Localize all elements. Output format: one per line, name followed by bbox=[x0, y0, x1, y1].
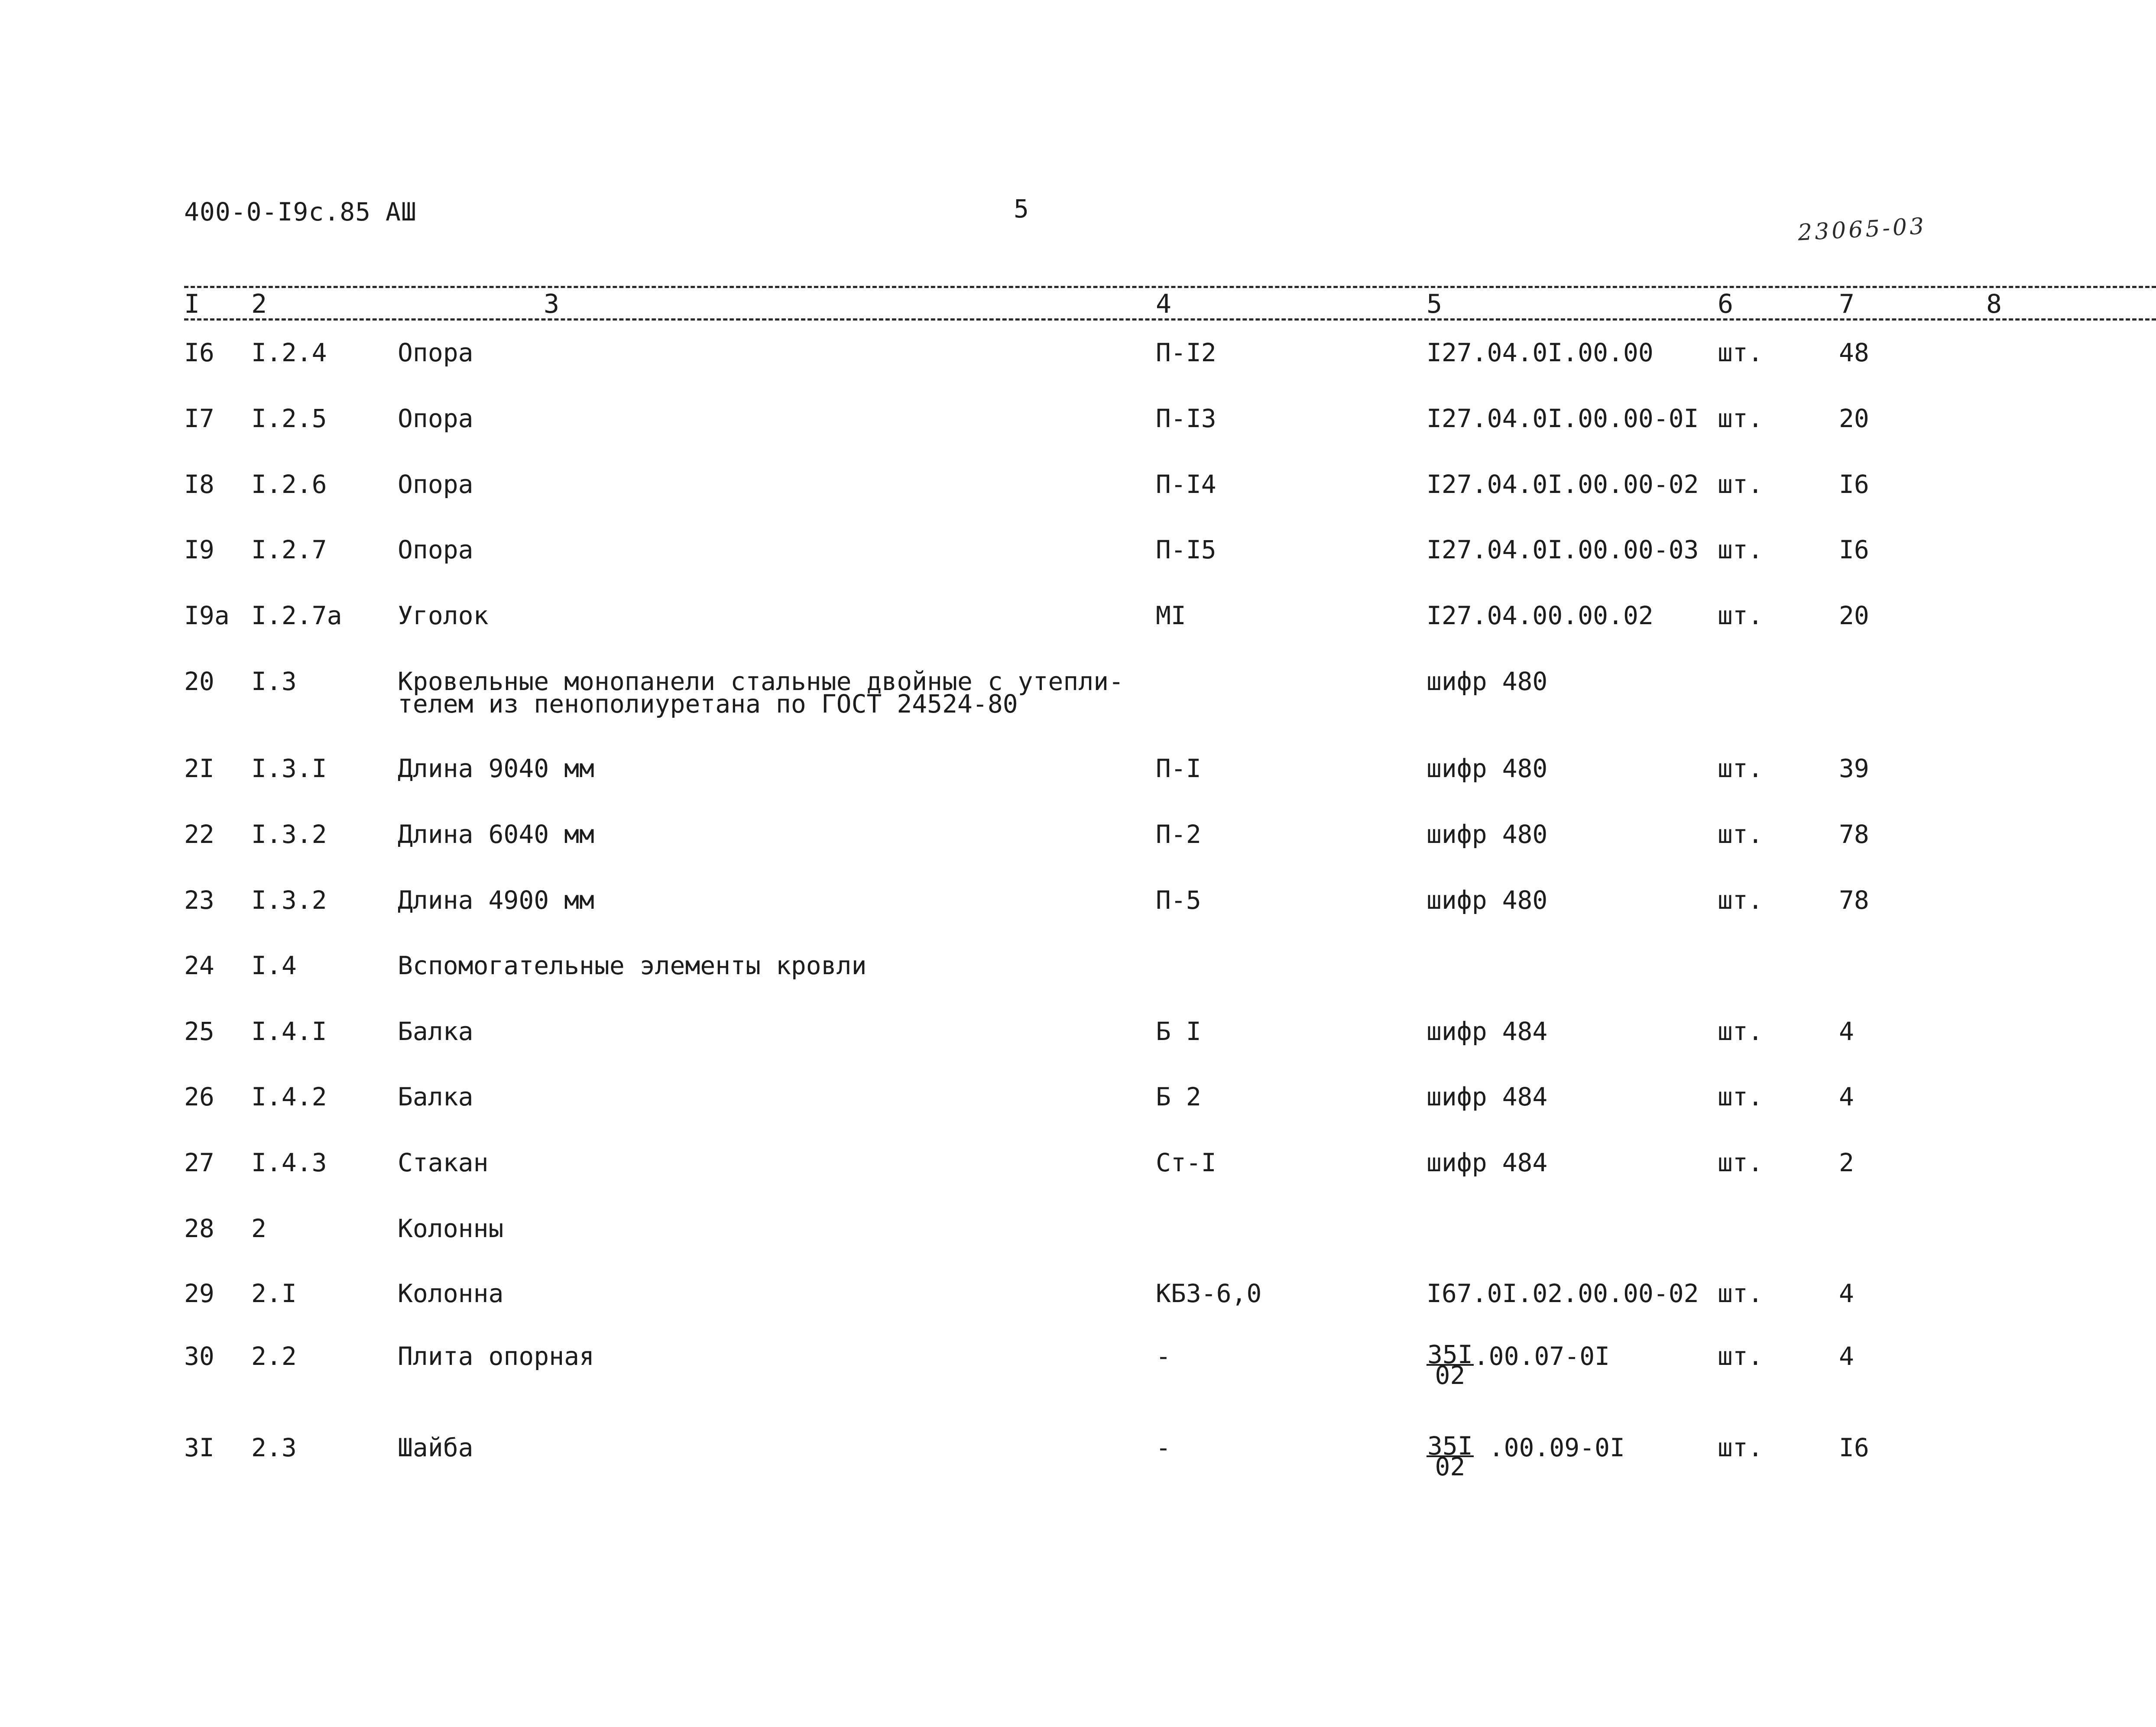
item-mark: Ст-I bbox=[1156, 1148, 1216, 1177]
item-name: Колонны bbox=[398, 1214, 504, 1243]
handwritten-archive-number: 23065-03 bbox=[1797, 213, 1927, 246]
table-header-top-rule bbox=[184, 286, 2156, 288]
item-designation: I27.04.0I.00.00 bbox=[1427, 338, 1653, 367]
designation-suffix: .00.07-0I bbox=[1473, 1341, 1610, 1371]
position-code: I.2.7а bbox=[251, 601, 342, 630]
item-quantity: I6 bbox=[1839, 535, 1869, 564]
item-mark: П-I3 bbox=[1156, 404, 1216, 433]
item-designation: I27.04.0I.00.00-03 bbox=[1427, 535, 1699, 564]
item-mark: Б I bbox=[1156, 1017, 1201, 1046]
row-number: I9а bbox=[184, 601, 230, 630]
page-number: 5 bbox=[1014, 194, 1029, 224]
item-name: Длина 9040 мм bbox=[398, 754, 594, 783]
position-code: I.3 bbox=[251, 667, 297, 696]
designation-fraction bbox=[1427, 1340, 1474, 1390]
column-number-3: 3 bbox=[544, 289, 560, 319]
item-designation bbox=[1427, 1340, 1610, 1390]
row-number: I9 bbox=[184, 535, 214, 564]
position-code: 2.2 bbox=[251, 1341, 297, 1371]
item-unit: шт. bbox=[1718, 470, 1763, 499]
row-number: 2I bbox=[184, 754, 214, 783]
item-name: Длина 6040 мм bbox=[398, 820, 594, 849]
position-code: I.4 bbox=[251, 951, 297, 980]
item-name: Балка bbox=[398, 1082, 473, 1111]
item-mark: - bbox=[1156, 1433, 1171, 1462]
item-quantity: 39 bbox=[1839, 754, 1869, 783]
item-name: Шайба bbox=[398, 1433, 473, 1462]
item-mark: П-2 bbox=[1156, 820, 1201, 849]
item-name: Балка bbox=[398, 1017, 473, 1046]
row-number: 20 bbox=[184, 667, 214, 696]
item-unit: шт. bbox=[1718, 404, 1763, 433]
item-mark: П-5 bbox=[1156, 885, 1201, 915]
row-number: 28 bbox=[184, 1214, 214, 1243]
item-designation: шифр 484 bbox=[1427, 1017, 1548, 1046]
column-number-2: 2 bbox=[251, 289, 267, 319]
position-code: I.3.I bbox=[251, 754, 327, 783]
item-quantity: 78 bbox=[1839, 885, 1869, 915]
item-designation: I27.04.00.00.02 bbox=[1427, 601, 1653, 630]
item-name: Длина 4900 мм bbox=[398, 885, 594, 915]
row-number: 23 bbox=[184, 885, 214, 915]
position-code: I.4.2 bbox=[251, 1082, 327, 1111]
row-number: 30 bbox=[184, 1341, 214, 1371]
row-number: I7 bbox=[184, 404, 214, 433]
item-mark: П-I5 bbox=[1156, 535, 1216, 564]
item-quantity: I6 bbox=[1839, 470, 1869, 499]
item-designation: шифр 484 bbox=[1427, 1082, 1548, 1111]
row-number: 24 bbox=[184, 951, 214, 980]
item-unit: шт. bbox=[1718, 535, 1763, 564]
item-unit: шт. bbox=[1718, 820, 1763, 849]
fraction-numerator: 35I bbox=[1427, 1340, 1473, 1369]
item-quantity: 4 bbox=[1839, 1082, 1854, 1111]
document-code: 400-0-I9c.85 bbox=[184, 197, 371, 227]
album-code: АШ bbox=[386, 197, 417, 227]
position-code: I.2.6 bbox=[251, 470, 327, 499]
item-quantity: 48 bbox=[1839, 338, 1869, 367]
fraction-denominator: 02 bbox=[1435, 1452, 1465, 1481]
position-code: I.2.4 bbox=[251, 338, 327, 367]
fraction-denominator: 02 bbox=[1435, 1361, 1465, 1390]
position-code: I.4.I bbox=[251, 1017, 327, 1046]
item-quantity: 78 bbox=[1839, 820, 1869, 849]
position-code: I.3.2 bbox=[251, 885, 327, 915]
designation-fraction bbox=[1427, 1431, 1474, 1481]
row-number: 22 bbox=[184, 820, 214, 849]
position-code: I.4.3 bbox=[251, 1148, 327, 1177]
item-mark: МI bbox=[1156, 601, 1186, 630]
item-designation: I27.04.0I.00.00-02 bbox=[1427, 470, 1699, 499]
item-quantity: 2 bbox=[1839, 1148, 1854, 1177]
column-number-4: 4 bbox=[1156, 289, 1172, 319]
item-quantity: 20 bbox=[1839, 404, 1869, 433]
item-name: Колонна bbox=[398, 1279, 504, 1308]
item-name: Стакан bbox=[398, 1148, 489, 1177]
position-code: 2.3 bbox=[251, 1433, 297, 1462]
item-unit: шт. bbox=[1718, 1148, 1763, 1177]
item-mark: - bbox=[1156, 1341, 1171, 1371]
item-mark: Б 2 bbox=[1156, 1082, 1201, 1111]
column-number-5: 5 bbox=[1427, 289, 1443, 319]
item-name: Уголок bbox=[398, 601, 489, 630]
item-designation: шифр 484 bbox=[1427, 1148, 1548, 1177]
item-unit: шт. bbox=[1718, 1017, 1763, 1046]
designation-suffix: .00.09-0I bbox=[1473, 1433, 1625, 1462]
item-designation: I27.04.0I.00.00-0I bbox=[1427, 404, 1699, 433]
item-mark: КБЗ-6,0 bbox=[1156, 1279, 1262, 1308]
column-number-6: 6 bbox=[1718, 289, 1734, 319]
item-unit: шт. bbox=[1718, 1082, 1763, 1111]
row-number: I8 bbox=[184, 470, 214, 499]
row-number: 25 bbox=[184, 1017, 214, 1046]
item-quantity: 4 bbox=[1839, 1017, 1854, 1046]
item-quantity: 20 bbox=[1839, 601, 1869, 630]
item-name: Вспомогательные элементы кровли bbox=[398, 951, 867, 980]
item-unit: шт. bbox=[1718, 1279, 1763, 1308]
item-name: Опора bbox=[398, 404, 473, 433]
column-number-7: 7 bbox=[1839, 289, 1855, 319]
position-code: I.3.2 bbox=[251, 820, 327, 849]
item-unit: шт. bbox=[1718, 754, 1763, 783]
item-name: Опора bbox=[398, 535, 473, 564]
item-quantity: I6 bbox=[1839, 1433, 1869, 1462]
item-unit: шт. bbox=[1718, 885, 1763, 915]
column-number-1: I bbox=[184, 289, 200, 319]
row-number: 29 bbox=[184, 1279, 214, 1308]
item-designation: шифр 480 bbox=[1427, 885, 1548, 915]
item-mark: П-I4 bbox=[1156, 470, 1216, 499]
item-quantity: 4 bbox=[1839, 1341, 1854, 1371]
item-quantity: 4 bbox=[1839, 1279, 1854, 1308]
item-designation: I67.0I.02.00.00-02 bbox=[1427, 1279, 1699, 1308]
item-mark: П-I bbox=[1156, 754, 1201, 783]
row-number: 27 bbox=[184, 1148, 214, 1177]
item-name: Опора bbox=[398, 470, 473, 499]
position-code: 2 bbox=[251, 1214, 266, 1243]
item-name-line-1: Кровельные монопанели стальные двойные с утепли- bbox=[398, 667, 1124, 696]
item-unit: шт. bbox=[1718, 1341, 1763, 1371]
position-code: 2.I bbox=[251, 1279, 297, 1308]
item-designation: шифр 480 bbox=[1427, 754, 1548, 783]
item-designation bbox=[1427, 1431, 1625, 1481]
column-number-8: 8 bbox=[1986, 289, 2002, 319]
item-name: Опора bbox=[398, 338, 473, 367]
row-number: I6 bbox=[184, 338, 214, 367]
item-designation: шифр 480 bbox=[1427, 667, 1548, 696]
fraction-numerator: 35I bbox=[1427, 1431, 1473, 1461]
item-name: Плита опорная bbox=[398, 1341, 594, 1371]
position-code: I.2.7 bbox=[251, 535, 327, 564]
item-name-line-2: телем из пенополиуретана по ГОСТ 24524-80 bbox=[398, 689, 1018, 719]
item-designation: шифр 480 bbox=[1427, 820, 1548, 849]
item-unit: шт. bbox=[1718, 1433, 1763, 1462]
item-mark: П-I2 bbox=[1156, 338, 1216, 367]
row-number: 3I bbox=[184, 1433, 214, 1462]
position-code: I.2.5 bbox=[251, 404, 327, 433]
item-unit: шт. bbox=[1718, 601, 1763, 630]
item-unit: шт. bbox=[1718, 338, 1763, 367]
row-number: 26 bbox=[184, 1082, 214, 1111]
